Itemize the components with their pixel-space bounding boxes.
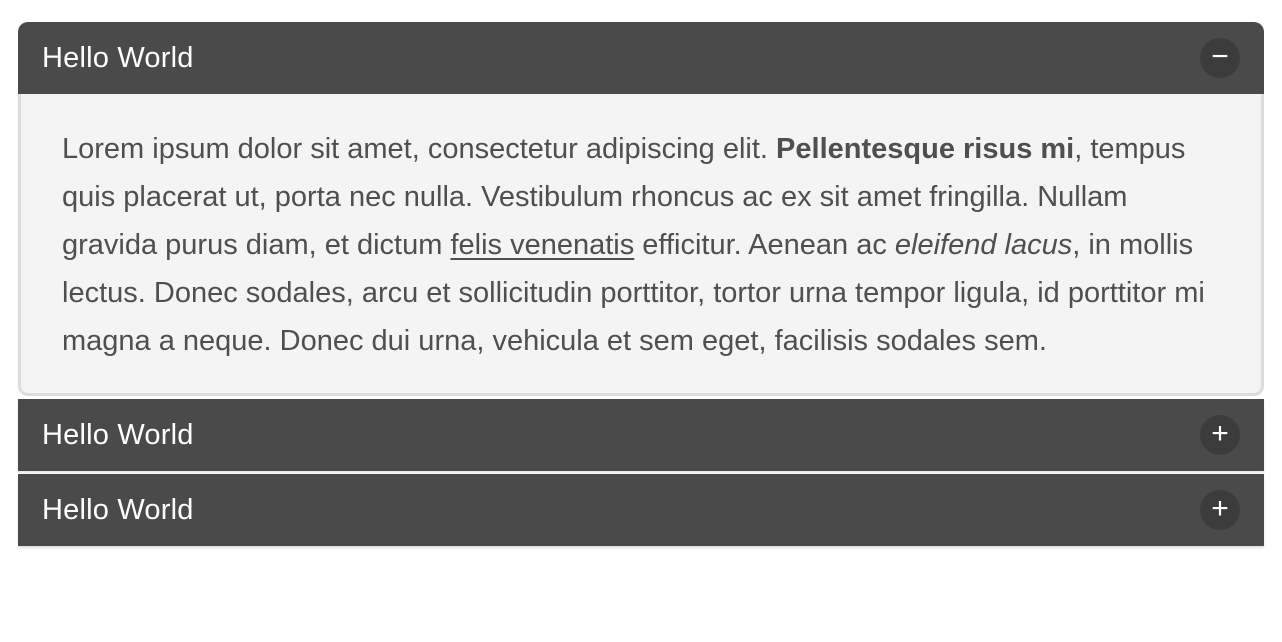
italic-text: eleifend lacus xyxy=(894,229,1073,261)
expand-toggle-button-2[interactable] xyxy=(1200,415,1240,455)
underlined-text: felis venenatis xyxy=(450,229,635,261)
accordion-title-1: Hello World xyxy=(42,41,194,74)
accordion-title-2: Hello World xyxy=(42,418,194,451)
accordion-panel-1 xyxy=(18,94,1264,396)
accordion xyxy=(18,22,1264,546)
panel-paragraph xyxy=(62,125,1220,365)
plus-icon: + xyxy=(1211,416,1229,450)
expand-toggle-button-3[interactable] xyxy=(1200,490,1240,530)
bold-text: Pellentesque risus mi xyxy=(776,133,1075,165)
accordion-header-3[interactable] xyxy=(18,474,1264,546)
collapse-toggle-button-1[interactable] xyxy=(1200,38,1240,78)
plus-icon: + xyxy=(1211,491,1229,525)
accordion-header-2[interactable] xyxy=(18,399,1264,471)
accordion-header-1[interactable] xyxy=(18,22,1264,94)
paragraph-text-3: efficitur. Aenean ac xyxy=(634,229,895,261)
accordion-title-3: Hello World xyxy=(42,493,194,526)
minus-icon: − xyxy=(1211,39,1229,73)
paragraph-text-4: , in mollis lectus. Donec sodales, arcu et sollicitudin porttitor, tortor urna tempor ligula, id porttitor mi magna a neque. Donec dui urna, vehicula et sem eget, facilisis sodales sem. xyxy=(62,229,1205,357)
paragraph-text-1: Lorem ipsum dolor sit amet, consectetur adipiscing elit. xyxy=(62,133,777,165)
paragraph-text-2: , tempus quis placerat ut, porta nec nulla. Vestibulum rhoncus ac ex sit amet fringilla. Nullam gravida purus diam, et dictum xyxy=(62,133,1186,261)
